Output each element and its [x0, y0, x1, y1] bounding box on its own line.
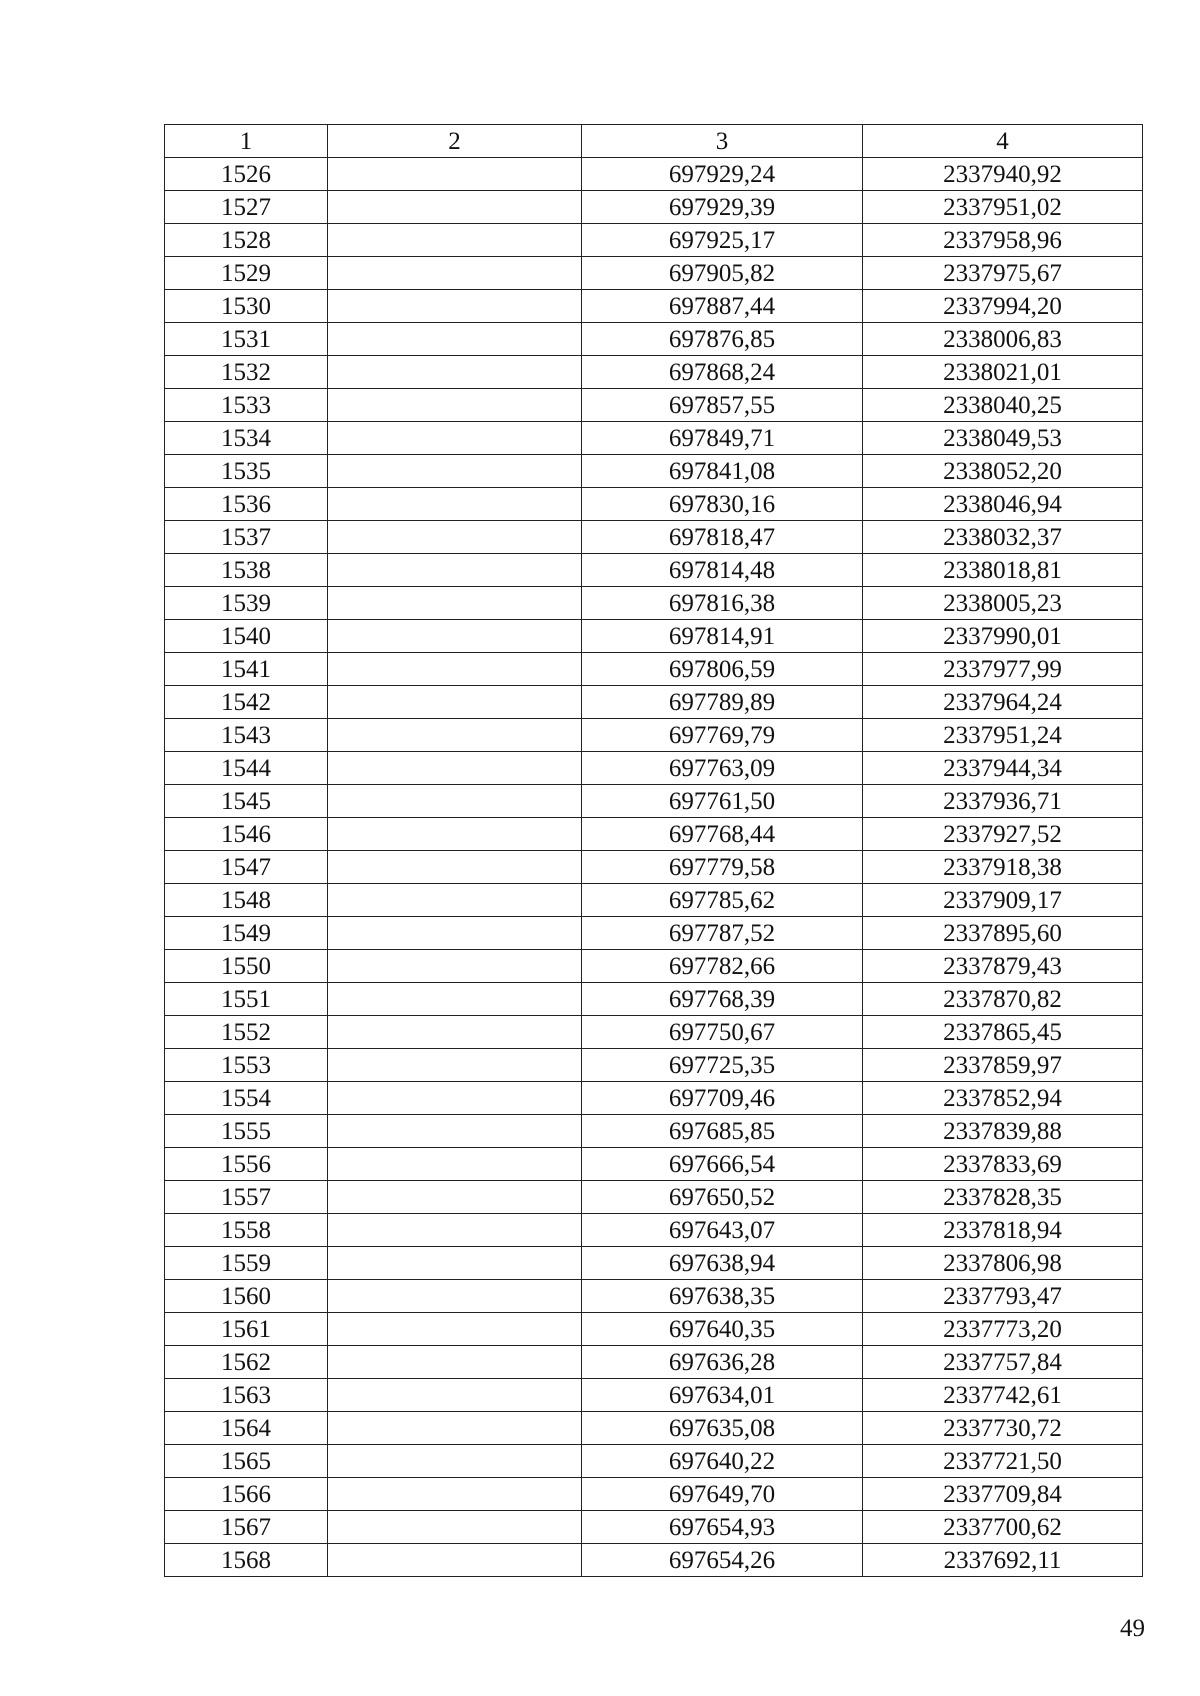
x-coordinate-cell: 697650,52: [582, 1181, 863, 1214]
point-number-cell: 1526: [165, 158, 328, 191]
table-row: [165, 851, 1143, 884]
empty-cell: [328, 521, 582, 554]
table-row: [165, 587, 1143, 620]
y-coordinate-cell: 2337818,94: [863, 1214, 1143, 1247]
point-number-cell: 1561: [165, 1313, 328, 1346]
x-coordinate-cell: 697636,28: [582, 1346, 863, 1379]
empty-cell: [328, 1346, 582, 1379]
y-coordinate-cell: 2337909,17: [863, 884, 1143, 917]
point-number-cell: 1531: [165, 323, 328, 356]
table-row: [165, 191, 1143, 224]
empty-cell: [328, 587, 582, 620]
empty-cell: [328, 257, 582, 290]
y-coordinate-cell: 2337865,45: [863, 1016, 1143, 1049]
point-number-cell: 1549: [165, 917, 328, 950]
point-number-cell: 1530: [165, 290, 328, 323]
empty-cell: [328, 1445, 582, 1478]
x-coordinate-cell: 697782,66: [582, 950, 863, 983]
x-coordinate-cell: 697787,52: [582, 917, 863, 950]
y-coordinate-cell: 2337977,99: [863, 653, 1143, 686]
x-coordinate-cell: 697640,22: [582, 1445, 863, 1478]
x-coordinate-cell: 697868,24: [582, 356, 863, 389]
point-number-cell: 1565: [165, 1445, 328, 1478]
table-row: [165, 1148, 1143, 1181]
y-coordinate-cell: 2337806,98: [863, 1247, 1143, 1280]
point-number-cell: 1563: [165, 1379, 328, 1412]
y-coordinate-cell: 2337793,47: [863, 1280, 1143, 1313]
table-row: [165, 1181, 1143, 1214]
empty-cell: [328, 884, 582, 917]
x-coordinate-cell: 697634,01: [582, 1379, 863, 1412]
empty-cell: [328, 917, 582, 950]
point-number-cell: 1533: [165, 389, 328, 422]
empty-cell: [328, 1148, 582, 1181]
table-row: [165, 356, 1143, 389]
x-coordinate-cell: 697768,39: [582, 983, 863, 1016]
table-row: [165, 1016, 1143, 1049]
empty-cell: [328, 1379, 582, 1412]
empty-cell: [328, 1082, 582, 1115]
y-coordinate-cell: 2338040,25: [863, 389, 1143, 422]
table-row: [165, 1478, 1143, 1511]
table-row: [165, 323, 1143, 356]
y-coordinate-cell: 2338005,23: [863, 587, 1143, 620]
point-number-cell: 1547: [165, 851, 328, 884]
y-coordinate-cell: 2337975,67: [863, 257, 1143, 290]
y-coordinate-cell: 2337990,01: [863, 620, 1143, 653]
point-number-cell: 1556: [165, 1148, 328, 1181]
x-coordinate-cell: 697638,94: [582, 1247, 863, 1280]
empty-cell: [328, 1214, 582, 1247]
y-coordinate-cell: 2337852,94: [863, 1082, 1143, 1115]
y-coordinate-cell: 2337700,62: [863, 1511, 1143, 1544]
empty-cell: [328, 686, 582, 719]
empty-cell: [328, 1049, 582, 1082]
point-number-cell: 1542: [165, 686, 328, 719]
y-coordinate-cell: 2337721,50: [863, 1445, 1143, 1478]
table-row: [165, 389, 1143, 422]
x-coordinate-cell: 697905,82: [582, 257, 863, 290]
x-coordinate-cell: 697806,59: [582, 653, 863, 686]
x-coordinate-cell: 697929,39: [582, 191, 863, 224]
table-row: [165, 1544, 1143, 1577]
y-coordinate-cell: 2337730,72: [863, 1412, 1143, 1445]
point-number-cell: 1555: [165, 1115, 328, 1148]
point-number-cell: 1564: [165, 1412, 328, 1445]
empty-cell: [328, 950, 582, 983]
table-row: [165, 983, 1143, 1016]
x-coordinate-cell: 697768,44: [582, 818, 863, 851]
column-header-1: 1: [165, 125, 328, 158]
table-row: [165, 1115, 1143, 1148]
empty-cell: [328, 1313, 582, 1346]
x-coordinate-cell: 697887,44: [582, 290, 863, 323]
point-number-cell: 1554: [165, 1082, 328, 1115]
table-row: [165, 752, 1143, 785]
table-row: [165, 158, 1143, 191]
table-row: [165, 1445, 1143, 1478]
table-row: [165, 1280, 1143, 1313]
y-coordinate-cell: 2337833,69: [863, 1148, 1143, 1181]
table-body: [165, 158, 1143, 1577]
empty-cell: [328, 653, 582, 686]
empty-cell: [328, 1544, 582, 1577]
point-number-cell: 1529: [165, 257, 328, 290]
x-coordinate-cell: 697763,09: [582, 752, 863, 785]
empty-cell: [328, 1412, 582, 1445]
point-number-cell: 1527: [165, 191, 328, 224]
table-row: [165, 554, 1143, 587]
x-coordinate-cell: 697814,91: [582, 620, 863, 653]
point-number-cell: 1553: [165, 1049, 328, 1082]
empty-cell: [328, 620, 582, 653]
y-coordinate-cell: 2338032,37: [863, 521, 1143, 554]
y-coordinate-cell: 2337964,24: [863, 686, 1143, 719]
point-number-cell: 1532: [165, 356, 328, 389]
empty-cell: [328, 554, 582, 587]
y-coordinate-cell: 2337927,52: [863, 818, 1143, 851]
point-number-cell: 1537: [165, 521, 328, 554]
point-number-cell: 1528: [165, 224, 328, 257]
point-number-cell: 1544: [165, 752, 328, 785]
x-coordinate-cell: 697814,48: [582, 554, 863, 587]
table-row: [165, 488, 1143, 521]
y-coordinate-cell: 2337936,71: [863, 785, 1143, 818]
point-number-cell: 1560: [165, 1280, 328, 1313]
coordinates-table: [164, 124, 1143, 1577]
y-coordinate-cell: 2338046,94: [863, 488, 1143, 521]
point-number-cell: 1566: [165, 1478, 328, 1511]
point-number-cell: 1536: [165, 488, 328, 521]
y-coordinate-cell: 2337828,35: [863, 1181, 1143, 1214]
x-coordinate-cell: 697725,35: [582, 1049, 863, 1082]
y-coordinate-cell: 2337692,11: [863, 1544, 1143, 1577]
empty-cell: [328, 983, 582, 1016]
point-number-cell: 1550: [165, 950, 328, 983]
x-coordinate-cell: 697857,55: [582, 389, 863, 422]
x-coordinate-cell: 697818,47: [582, 521, 863, 554]
y-coordinate-cell: 2337895,60: [863, 917, 1143, 950]
empty-cell: [328, 224, 582, 257]
table-row: [165, 521, 1143, 554]
column-header-2: 2: [328, 125, 582, 158]
empty-cell: [328, 785, 582, 818]
y-coordinate-cell: 2337951,02: [863, 191, 1143, 224]
table-row: [165, 950, 1143, 983]
x-coordinate-cell: 697816,38: [582, 587, 863, 620]
point-number-cell: 1568: [165, 1544, 328, 1577]
x-coordinate-cell: 697830,16: [582, 488, 863, 521]
point-number-cell: 1534: [165, 422, 328, 455]
y-coordinate-cell: 2337859,97: [863, 1049, 1143, 1082]
empty-cell: [328, 1478, 582, 1511]
x-coordinate-cell: 697638,35: [582, 1280, 863, 1313]
table-row: [165, 620, 1143, 653]
point-number-cell: 1538: [165, 554, 328, 587]
y-coordinate-cell: 2338018,81: [863, 554, 1143, 587]
x-coordinate-cell: 697876,85: [582, 323, 863, 356]
x-coordinate-cell: 697750,67: [582, 1016, 863, 1049]
y-coordinate-cell: 2337944,34: [863, 752, 1143, 785]
empty-cell: [328, 422, 582, 455]
y-coordinate-cell: 2337940,92: [863, 158, 1143, 191]
empty-cell: [328, 1280, 582, 1313]
y-coordinate-cell: 2337870,82: [863, 983, 1143, 1016]
table-row: [165, 884, 1143, 917]
point-number-cell: 1546: [165, 818, 328, 851]
y-coordinate-cell: 2338049,53: [863, 422, 1143, 455]
y-coordinate-cell: 2337839,88: [863, 1115, 1143, 1148]
y-coordinate-cell: 2338006,83: [863, 323, 1143, 356]
table-row: [165, 1214, 1143, 1247]
x-coordinate-cell: 697666,54: [582, 1148, 863, 1181]
x-coordinate-cell: 697761,50: [582, 785, 863, 818]
table-row: [165, 257, 1143, 290]
x-coordinate-cell: 697685,85: [582, 1115, 863, 1148]
y-coordinate-cell: 2337773,20: [863, 1313, 1143, 1346]
y-coordinate-cell: 2337709,84: [863, 1478, 1143, 1511]
table-row: [165, 1379, 1143, 1412]
page-number: 49: [1120, 1615, 1145, 1642]
y-coordinate-cell: 2337879,43: [863, 950, 1143, 983]
empty-cell: [328, 191, 582, 224]
x-coordinate-cell: 697654,26: [582, 1544, 863, 1577]
empty-cell: [328, 1115, 582, 1148]
empty-cell: [328, 818, 582, 851]
x-coordinate-cell: 697654,93: [582, 1511, 863, 1544]
point-number-cell: 1557: [165, 1181, 328, 1214]
table-row: [165, 1313, 1143, 1346]
empty-cell: [328, 488, 582, 521]
empty-cell: [328, 389, 582, 422]
y-coordinate-cell: 2337918,38: [863, 851, 1143, 884]
point-number-cell: 1535: [165, 455, 328, 488]
point-number-cell: 1562: [165, 1346, 328, 1379]
empty-cell: [328, 158, 582, 191]
empty-cell: [328, 290, 582, 323]
empty-cell: [328, 455, 582, 488]
y-coordinate-cell: 2337742,61: [863, 1379, 1143, 1412]
table-row: [165, 1082, 1143, 1115]
point-number-cell: 1545: [165, 785, 328, 818]
point-number-cell: 1539: [165, 587, 328, 620]
x-coordinate-cell: 697709,46: [582, 1082, 863, 1115]
x-coordinate-cell: 697785,62: [582, 884, 863, 917]
table-row: [165, 290, 1143, 323]
table-row: [165, 1346, 1143, 1379]
table-row: [165, 1412, 1143, 1445]
table-row: [165, 422, 1143, 455]
table-row: [165, 818, 1143, 851]
table-row: [165, 1247, 1143, 1280]
point-number-cell: 1559: [165, 1247, 328, 1280]
x-coordinate-cell: 697643,07: [582, 1214, 863, 1247]
table-row: [165, 917, 1143, 950]
empty-cell: [328, 1247, 582, 1280]
y-coordinate-cell: 2338021,01: [863, 356, 1143, 389]
column-header-3: 3: [582, 125, 863, 158]
empty-cell: [328, 752, 582, 785]
x-coordinate-cell: 697779,58: [582, 851, 863, 884]
point-number-cell: 1543: [165, 719, 328, 752]
column-header-4: 4: [863, 125, 1143, 158]
empty-cell: [328, 851, 582, 884]
empty-cell: [328, 1016, 582, 1049]
y-coordinate-cell: 2337994,20: [863, 290, 1143, 323]
x-coordinate-cell: 697841,08: [582, 455, 863, 488]
y-coordinate-cell: 2337958,96: [863, 224, 1143, 257]
point-number-cell: 1567: [165, 1511, 328, 1544]
point-number-cell: 1552: [165, 1016, 328, 1049]
table-row: [165, 719, 1143, 752]
empty-cell: [328, 323, 582, 356]
x-coordinate-cell: 697925,17: [582, 224, 863, 257]
y-coordinate-cell: 2337951,24: [863, 719, 1143, 752]
x-coordinate-cell: 697789,89: [582, 686, 863, 719]
x-coordinate-cell: 697849,71: [582, 422, 863, 455]
point-number-cell: 1558: [165, 1214, 328, 1247]
point-number-cell: 1540: [165, 620, 328, 653]
table-row: [165, 686, 1143, 719]
table-row: [165, 1049, 1143, 1082]
empty-cell: [328, 356, 582, 389]
empty-cell: [328, 1511, 582, 1544]
x-coordinate-cell: 697929,24: [582, 158, 863, 191]
table-row: [165, 785, 1143, 818]
point-number-cell: 1548: [165, 884, 328, 917]
x-coordinate-cell: 697635,08: [582, 1412, 863, 1445]
x-coordinate-cell: 697640,35: [582, 1313, 863, 1346]
x-coordinate-cell: 697769,79: [582, 719, 863, 752]
table-row: [165, 653, 1143, 686]
empty-cell: [328, 1181, 582, 1214]
table-row: [165, 224, 1143, 257]
table-row: [165, 455, 1143, 488]
table-row: [165, 1511, 1143, 1544]
table-header-row: [165, 125, 1143, 158]
x-coordinate-cell: 697649,70: [582, 1478, 863, 1511]
point-number-cell: 1551: [165, 983, 328, 1016]
empty-cell: [328, 719, 582, 752]
y-coordinate-cell: 2337757,84: [863, 1346, 1143, 1379]
y-coordinate-cell: 2338052,20: [863, 455, 1143, 488]
point-number-cell: 1541: [165, 653, 328, 686]
